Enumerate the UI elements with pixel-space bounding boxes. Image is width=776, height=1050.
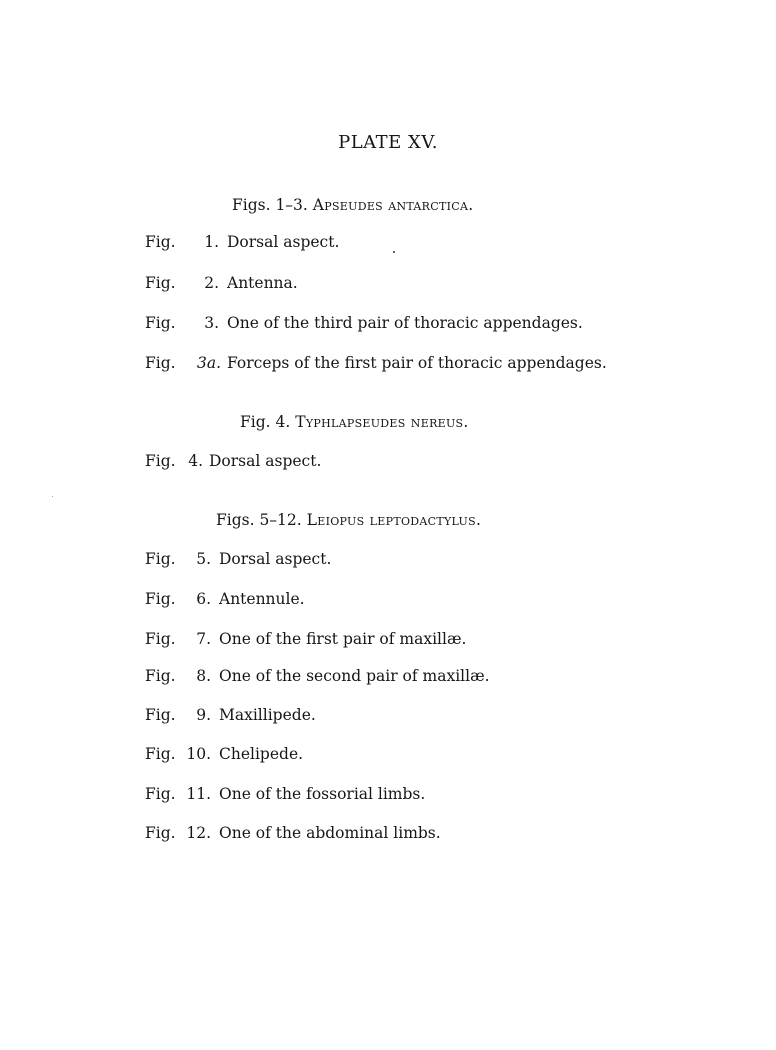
list-item — [145, 824, 441, 842]
fig-label: Fig. — [145, 274, 176, 292]
fig-number: 1. — [204, 233, 219, 251]
fig-number: 6. — [196, 590, 211, 608]
group-heading-species: Typhlapseudes nereus. — [295, 413, 469, 431]
fig-label: Fig. — [145, 314, 176, 332]
fig-caption: Forceps of the first pair of thoracic appendages. — [227, 354, 607, 372]
fig-number: 8. — [196, 667, 211, 685]
list-item — [145, 452, 321, 470]
fig-number: 3a. — [197, 354, 222, 372]
fig-label: Fig. — [145, 452, 176, 470]
group-heading-figs: Fig. 4. — [240, 413, 291, 431]
fig-label: Fig. — [145, 824, 176, 842]
fig-caption: Antennule. — [219, 590, 305, 608]
group-heading-typhlapseudes — [240, 413, 469, 431]
fig-label: Fig. — [145, 590, 176, 608]
fig-caption: One of the first pair of maxillæ. — [219, 630, 467, 648]
fig-number: 7. — [196, 630, 211, 648]
plate-title: PLATE XV. — [338, 132, 438, 153]
fig-label: Fig. — [145, 745, 176, 763]
fig-number: 12. — [186, 824, 211, 842]
fig-caption: One of the abdominal limbs. — [219, 824, 441, 842]
fig-number: 9. — [196, 706, 211, 724]
list-item — [145, 274, 298, 292]
group-heading-figs: Figs. 5–12. — [216, 511, 302, 529]
list-item — [145, 706, 316, 724]
list-item — [145, 233, 339, 251]
fig-number: 4. — [188, 452, 203, 470]
fig-caption: Maxillipede. — [219, 706, 316, 724]
fig-number: 5. — [196, 550, 211, 568]
fig-label: Fig. — [145, 785, 176, 803]
fig-caption: Dorsal aspect. — [209, 452, 322, 470]
fig-caption: Dorsal aspect. — [219, 550, 332, 568]
list-item — [145, 745, 303, 763]
fig-caption: One of the second pair of maxillæ. — [219, 667, 490, 685]
scan-speck — [393, 251, 395, 253]
scan-speck — [52, 496, 53, 497]
fig-number: 3. — [204, 314, 219, 332]
group-heading-figs: Figs. 1–3. — [232, 196, 308, 214]
fig-number: 2. — [204, 274, 219, 292]
list-item — [145, 630, 466, 648]
fig-caption: Chelipede. — [219, 745, 304, 763]
list-item — [145, 314, 583, 332]
fig-label: Fig. — [145, 630, 176, 648]
group-heading-species: Apseudes antarctica. — [312, 196, 474, 214]
fig-number: 11. — [186, 785, 211, 803]
fig-caption: Dorsal aspect. — [227, 233, 340, 251]
fig-caption: One of the third pair of thoracic appendages. — [227, 314, 583, 332]
list-item — [145, 785, 425, 803]
fig-label: Fig. — [145, 354, 176, 372]
fig-number: 10. — [186, 745, 211, 763]
fig-caption: One of the fossorial limbs. — [219, 785, 426, 803]
fig-label: Fig. — [145, 550, 176, 568]
fig-label: Fig. — [145, 706, 176, 724]
group-heading-leiopus — [216, 511, 481, 529]
list-item — [145, 590, 305, 608]
fig-label: Fig. — [145, 233, 176, 251]
list-item — [145, 354, 607, 372]
group-heading-apseudes — [232, 196, 473, 214]
list-item — [145, 550, 331, 568]
fig-label: Fig. — [145, 667, 176, 685]
fig-caption: Antenna. — [227, 274, 298, 292]
group-heading-species: Leiopus leptodactylus. — [306, 511, 482, 529]
list-item — [145, 667, 490, 685]
